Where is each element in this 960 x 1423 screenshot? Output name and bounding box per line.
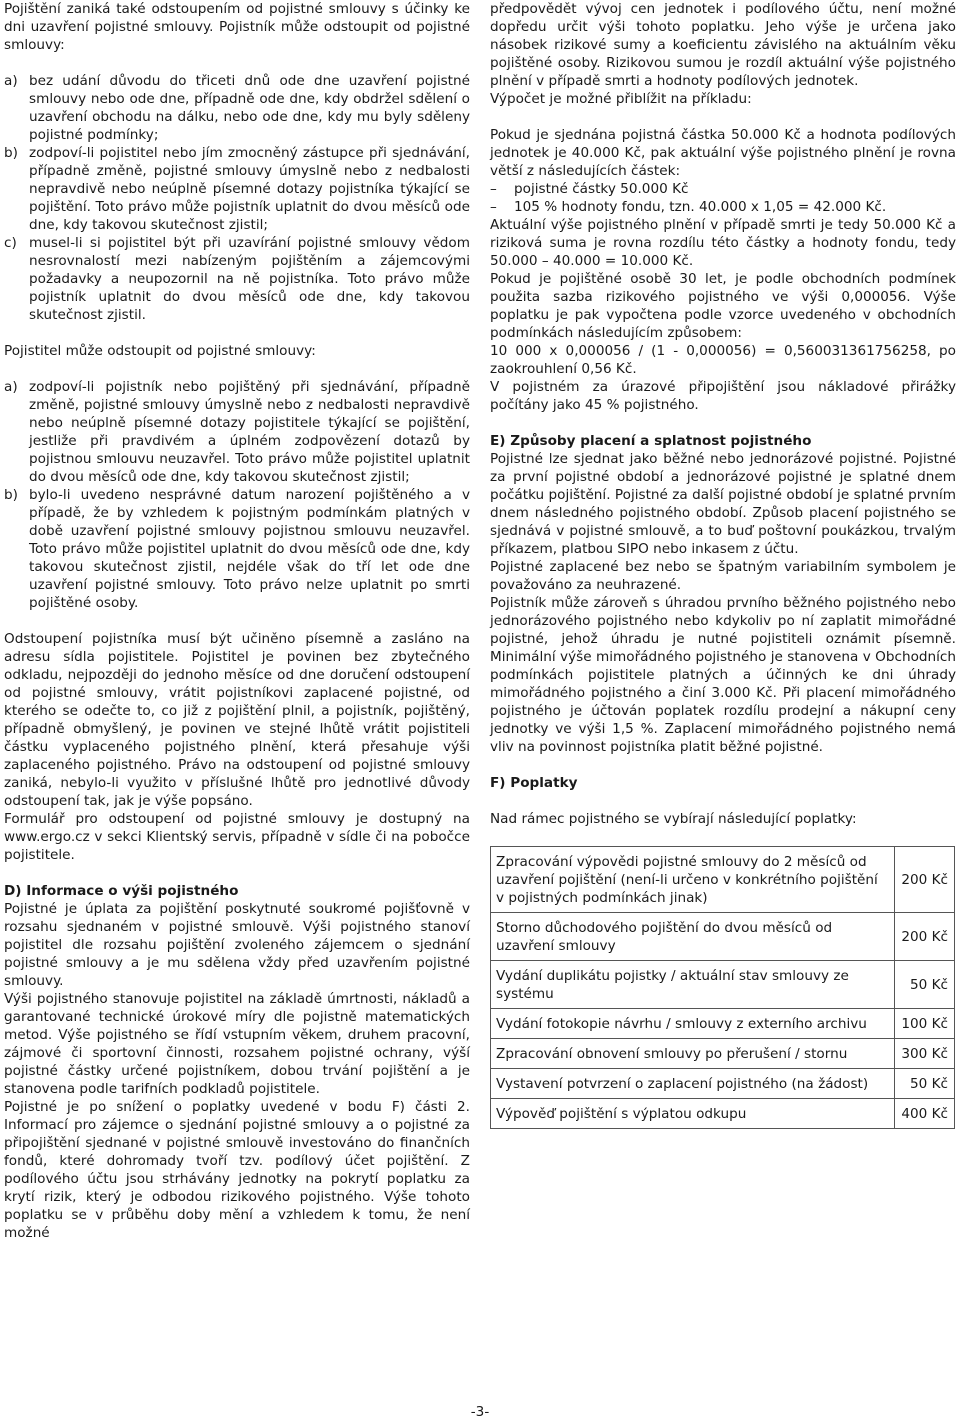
item-label: b) [4,487,18,503]
list-item [490,180,956,198]
section-d-paragraph: Výši pojistného stanovuje pojistitel na základě úmrtnosti, nákladů a garantované technické úrokové míry dle pojistně matematických metod. Výše pojistného se řídí vstupním věkem, druhem pracovní, zájmové či sportovní činnosti, rozsahem pojistné ochrany, výší pojistné částky určené pojistníkem, dobou trvání pojištění a je stanovena podle tarifních podkladů pojistitele. [4,991,470,1097]
fee-name: Zpracování obnovení smlouvy po přerušení / stornu [491,1039,895,1069]
section-d-paragraph: Pojistné je úplata za pojištění poskytnuté soukromé pojišťovně v rozsahu sjednaném v pojistné smlouvě. Výši pojistného stanoví pojistitel dle rozsahu pojištění zvoleného zájemcem o sjednání pojistné smlouvy a je mu sdělena vždy před uzavřením pojistné smlouvy. [4,901,470,989]
form-text: Formulář pro odstoupení od pojistné smlouvy je dostupný na www.ergo.cz v sekci Klientský servis, případně v sídle či na pobočce pojistitele. [4,811,470,863]
item-text: musel-li si pojistitel být při uzavírání pojistné smlouvy vědom nesrovnalostí mezi nabízeným pojištěním a zájemcovými požadavky a neupozornil na ně pojistníka. Toto právo může pojistník uplatnit do dvou měsíců ode dne, kdy takovou skutečnost zjistil. [29,235,470,323]
section-e-paragraph: Pojistné zaplacené bez nebo se špatným variabilním symbolem je považováno za neuhrazené. [490,559,956,593]
dash-label: – [490,181,497,197]
section-e-heading: E) Způsoby placení a splatnost pojistného [490,433,812,449]
insurer-intro: Pojistitel může odstoupit od pojistné smlouvy: [4,343,316,359]
fee-amount: 50 Kč [895,1069,955,1099]
section-d-heading: D) Informace o výši pojistného [4,883,239,899]
fee-name: Vydání duplikátu pojistky / aktuální stav smlouvy ze systému [491,961,895,1009]
paragraph: V pojistném za úrazové připojištění jsou nákladové přirážky počítány jako 45 % pojistného. [490,379,956,413]
left-column [4,0,470,1242]
section-f-heading: F) Poplatky [490,775,578,791]
list-item [490,198,956,216]
dash-label: – [490,199,497,215]
item-text: bylo-li uvedeno nesprávné datum narození pojištěného a v případě, že by vzhledem k pojistným podmínkám platných v době uzavření pojistné smlouvy pojistnou smlouvu neuzavřel. Toto právo může pojistitel uplatnit do dvou měsíců ode dne, kdy takovou skutečnost zjistil, nejdéle však do tří let ode dne uzavření pojistné smlouvy. Toto právo nelze uplatnit po smrti pojištěné osoby. [29,487,470,611]
paragraph: Pokud je sjednána pojistná částka 50.000 Kč a hodnota podílových jednotek je 40.000 Kč, pak aktuální výše pojistného plnění je rovna větší z následujících částek: [490,127,956,179]
table-row [491,961,955,1009]
item-label: a) [4,73,18,89]
item-text: bez udání důvodu do třiceti dnů ode dne uzavření pojistné smlouvy nebo ode dne, případně ode dne, kdy obdržel sdělení o uzavření obchodu na dálku, nebo ode dne, kdy mu byly sděleny pojistné podmínky; [29,73,470,143]
table-row [491,913,955,961]
table-row [491,1039,955,1069]
table-row [491,847,955,913]
fee-name: Zpracování výpovědi pojistné smlouvy do 2 měsíců od uzavření pojištění (není-li určeno v konkrétního pojištění v pojistných podmínkách jinak) [491,847,895,913]
page-number: -3- [470,1404,490,1420]
list-item [4,144,470,234]
paragraph: Aktuální výše pojistného plnění v případě smrti je tedy 50.000 Kč a riziková suma je rovna rozdílu této částky a hodnoty fondu, tedy 50.000 – 40.000 = 10.000 Kč. [490,217,956,269]
list-item [4,72,470,144]
item-text: pojistné částky 50.000 Kč [514,181,689,197]
item-label: c) [4,235,17,251]
fee-amount: 200 Kč [895,847,955,913]
fee-amount: 400 Kč [895,1099,955,1129]
item-text: 105 % hodnoty fondu, tzn. 40.000 x 1,05 = 42.000 Kč. [514,199,887,215]
withdrawal-intro: Pojištění zaniká také odstoupením od pojistné smlouvy s účinky ke dni uzavření pojistné smlouvy. Pojistník může odstoupit od pojistné smlouvy: [4,1,470,53]
fee-name: Vydání fotokopie návrhu / smlouvy z externího archivu [491,1009,895,1039]
paragraph: Pokud je pojištěné osobě 30 let, je podle obchodních podmínek použita sazba rizikového pojistného ve výši 0,000056. Výše poplatku je pak vypočtena podle vzorce uvedeného v obchodních podmínkách následujícím způsobem: [490,271,956,341]
item-text: zodpoví-li pojistník nebo pojištěný při sjednávání, případně změně, pojistné smlouvy úmyslně nebo z nedbalosti nepravdivě nebo neúplně písemné dotazy pojistitele týkající se pojištění, jestliže při pravdivém a úplném zodpovězení dotazů by pojistnou smlouvu neuzavřel. Toto právo může pojistitel uplatnit do dvou měsíců ode dne, kdy takovou skutečnost zjistil; [29,379,470,485]
fee-name: Storno důchodového pojištění do dvou měsíců od uzavření smlouvy [491,913,895,961]
fee-amount: 200 Kč [895,913,955,961]
section-d-paragraph: Pojistné je po snížení o poplatky uvedené v bodu F) části 2. Informací pro zájemce o sjednání pojistné smlouvy a o pojistné za připojištění sjednané v pojistné smlouvě investováno do finančních fondů, které dohromady tvoří tzv. podílový účet pojištění. Z podílového účtu jsou strhávány jednotky na pokrytí poplatku za krytí rizik, který je odbodou rizikového pojistného. Výše tohoto poplatku se v průběhu doby mění a vzhledem k tomu, že není možné [4,1099,470,1241]
list-item [4,486,470,612]
section-e-paragraph: Pojistník může zároveň s úhradou prvního běžného pojistného nebo jednorázového pojistného nebo kdykoliv po ní zaplatit mimořádné pojistné, jehož úhradu je nutné pojistiteli oznámit písemně. Minimální výše mimořádného pojistného je stanovena v Obchodních podmínkách pojistitele platných a účinných ke dni úhrady mimořádného pojistného a činí 3.000 Kč. Při placení mimořádného pojistného je účtován poplatek rozdílu prodejní a nákupní ceny jednotky ve výši 1,5 %. Zaplacení mimořádného pojistného nemá vliv na povinnost pojistníka platit běžné pojistné. [490,595,956,755]
item-label: b) [4,145,18,161]
fee-amount: 100 Kč [895,1009,955,1039]
list-item [4,378,470,486]
section-e-paragraph: Pojistné lze sjednat jako běžné nebo jednorázové pojistné. Pojistné za první pojistné období a jednorázové pojistné je splatné dnem počátku pojištění. Pojistné za další pojistné období je splatné prvním dnem následného pojistného období. Způsob placení pojistného se sjednává v pojistné smlouvě, a to buď poštovní poukázkou, trvalým příkazem, platbou SIPO nebo inkasem z účtu. [490,451,956,557]
paragraph: předpovědět vývoj cen jednotek i podílového účtu, není možné dopředu určit výši tohoto poplatku. Jeho výše je určena jako násobek rizikové sumy a koeficientu závislého na aktuálním věku pojištěné osoby. Rizikovou sumou je rozdíl aktuální výše pojistného plnění v případě smrti a hodnoty podílových jednotek. [490,1,956,89]
right-column [490,0,956,1129]
withdrawal-text: Odstoupení pojistníka musí být učiněno písemně a zasláno na adresu sídla pojistitele. Pojistitel je povinen bez zbytečného odkladu, nejpozději do jednoho měsíce od dne doručení odstoupení od pojistné smlouvy, vrátit pojistníkovi zaplacené pojistné, od kterého se odečte to, co již z pojištění plnil, a pojistník, pojištěný, případně obmyšlený, je povinen ve stejné lhůtě vrátit pojistiteli částku vyplaceného pojistného plnění, která přesahuje výši zaplaceného pojistného. Právo na odstoupení od pojistné smlouvy zaniká, nebylo-li využito v příslušné lhůtě pro jednotlivé důvody odstoupení tak, jak je výše popsáno. [4,631,470,809]
fee-amount: 300 Kč [895,1039,955,1069]
table-row [491,1009,955,1039]
fee-name: Výpověď pojištění s výplatou odkupu [491,1099,895,1129]
table-row [491,1099,955,1129]
table-row [491,1069,955,1099]
fee-amount: 50 Kč [895,961,955,1009]
paragraph: 10 000 x 0,000056 / (1 - 0,000056) = 0,560031361756258, po zaokrouhlení 0,56 Kč. [490,343,956,377]
fees-table [490,846,955,1129]
item-label: a) [4,379,18,395]
section-f-intro: Nad rámec pojistného se vybírají následující poplatky: [490,811,857,827]
paragraph: Výpočet je možné přiblížit na příkladu: [490,91,752,107]
list-item [4,234,470,324]
fee-name: Vystavení potvrzení o zaplacení pojistného (na žádost) [491,1069,895,1099]
item-text: zodpoví-li pojistitel nebo jím zmocněný zástupce při sjednávání, případně změně, pojistné smlouvy úmyslně nebo z nedbalosti nepravdivě nebo neúplně písemné dotazy pojistníka týkající se pojištění. Toto právo může pojistník uplatnit do dvou měsíců ode dne, kdy takovou skutečnost zjistil; [29,145,470,233]
